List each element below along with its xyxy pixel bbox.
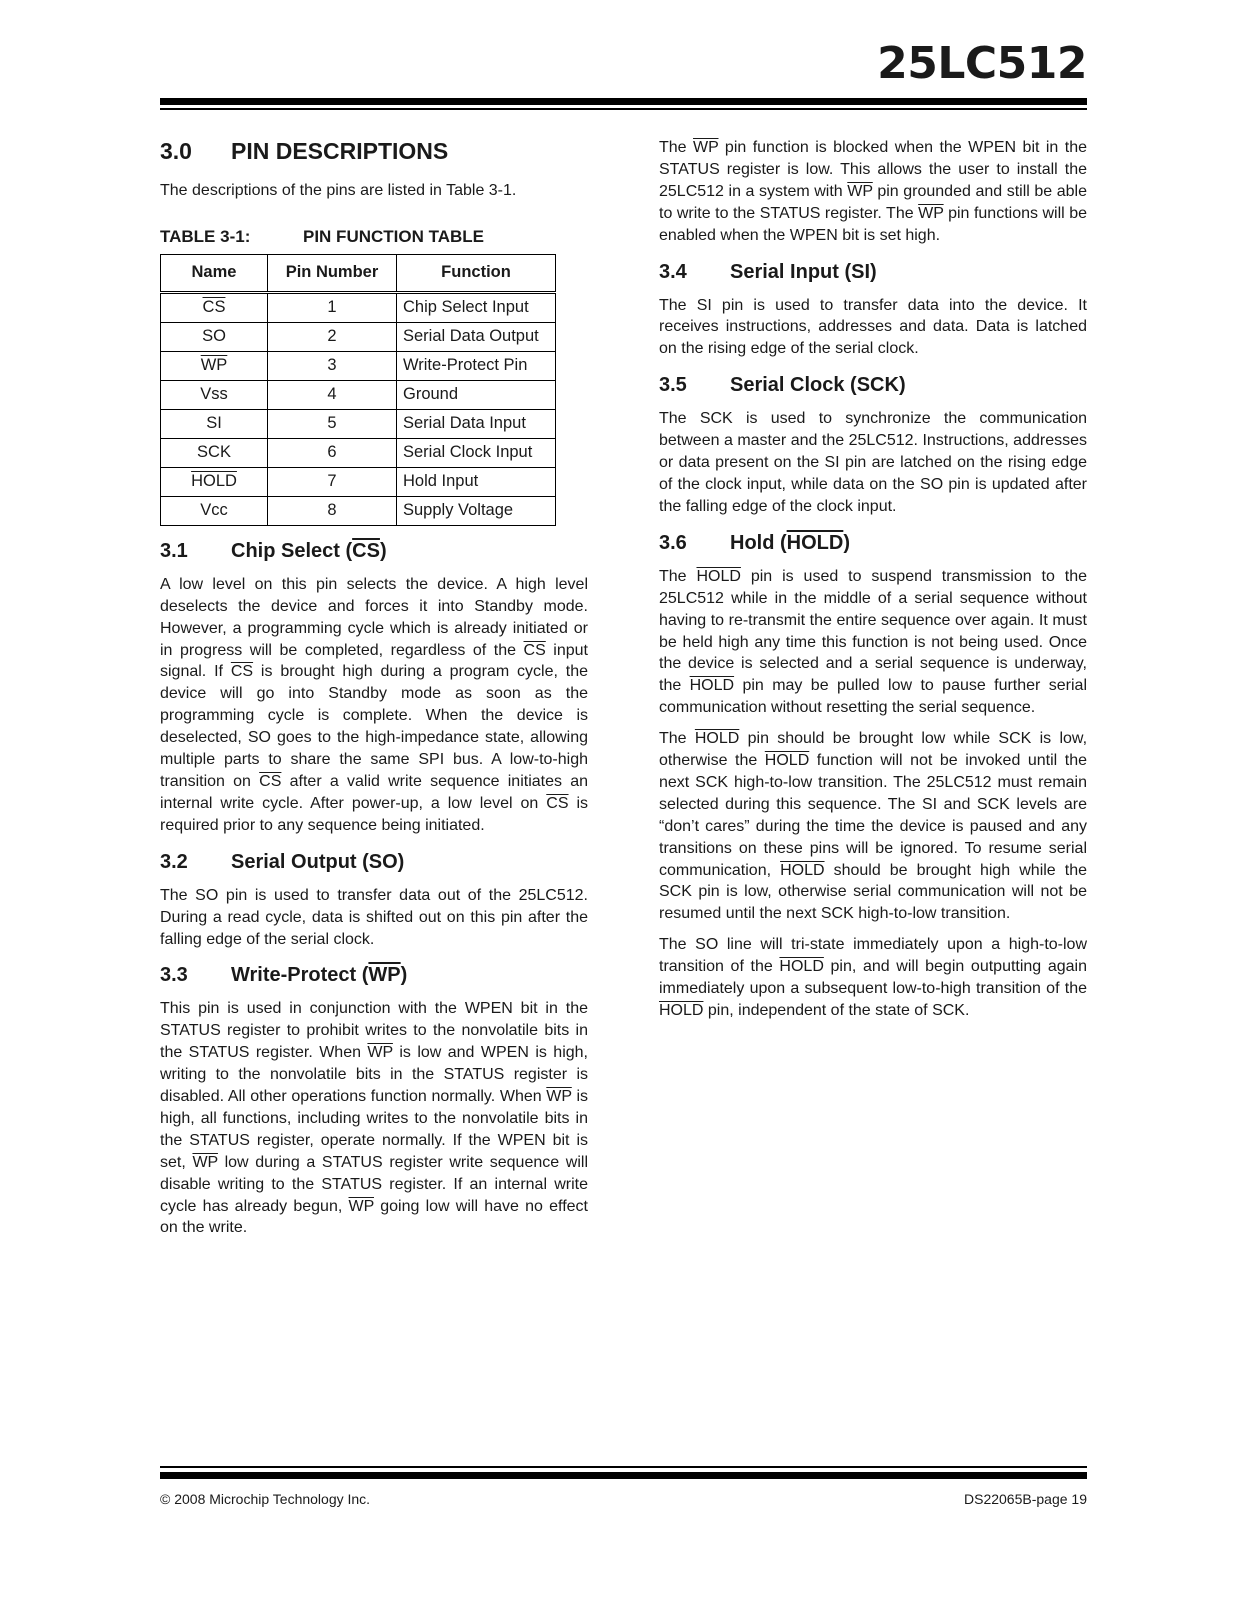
pin-number: 1 [268, 292, 397, 322]
pin-function: Supply Voltage [397, 496, 556, 525]
subsection-number: 3.3 [160, 964, 188, 987]
subsection-number: 3.2 [160, 850, 188, 873]
subsection-heading-3-5 [659, 372, 1087, 398]
pin-name: Vcc [161, 496, 268, 525]
col-header-function: Function [397, 254, 556, 292]
subsection-title-end: ) [843, 531, 850, 554]
header-rule-thick [160, 98, 1087, 105]
subsection-number: 3.5 [659, 374, 687, 397]
table-row [161, 292, 556, 322]
section-heading [160, 136, 588, 166]
table-row [161, 380, 556, 409]
footer-page-number: DS22065B-page 19 [964, 1491, 1087, 1507]
paragraph-3-3: This pin is used in conjunction with the WPEN bit in the STATUS register to prohibit writes to the nonvolatile bits in the STATUS register. When $\overline{WP}$ is low and WPEN is high, writing to the nonvolatile bits in the STATUS register is disabled. All other operations function normally. When $\overline{WP}$ is high, all functions, including writes to the nonvolatile bits in the STATUS register, operate normally. If the WPEN bit is set, $\overline{WP}$ low during a STATUS register write sequence will disable writing to the STATUS register. If an internal write cycle has already begun, $\overline{WP}$ going low will have no effect on the write. [160, 1000, 589, 1237]
pin-number: 4 [268, 380, 397, 409]
pin-name: HOLD [161, 467, 268, 496]
subsection-heading-3-3 [160, 962, 588, 988]
pin-name: SO [161, 322, 268, 351]
pin-function: Serial Data Input [397, 409, 556, 438]
pin-function: Chip Select Input [397, 292, 556, 322]
subsection-heading-3-6 [659, 530, 1087, 556]
table-row [161, 409, 556, 438]
subsection-title-signal: HOLD [786, 531, 844, 554]
pin-number: 8 [268, 496, 397, 525]
footer-rule-thick [160, 1472, 1087, 1479]
paragraph-3-3-continued: The $\overline{WP}$ pin function is blocked when the WPEN bit in the STATUS register is low. This allows the user to install the 25LC512 in a system with $\overline{WP}$ pin grounded and still be able to write to the STATUS register. The $\overline{WP}$ pin functions will be enabled when the WPEN bit is set high. [659, 139, 1088, 244]
pin-function: Ground [397, 380, 556, 409]
table-row [161, 322, 556, 351]
table-row [161, 496, 556, 525]
left-column [160, 128, 588, 1248]
table-caption-title: PIN FUNCTION TABLE [303, 226, 485, 246]
paragraph-3-6-c: The SO line will tri-state immediately upon a high-to-low transition of the HOLD pin, and will begin outputting again immediately upon a subsequent low-to-high transition of the HOLD pin, independent of the state of SCK. [659, 936, 1087, 1019]
table-header-row [161, 254, 556, 292]
subsection-heading-3-2 [160, 849, 588, 875]
table-caption-id: TABLE 3-1: [160, 226, 251, 246]
pin-number: 7 [268, 467, 397, 496]
subsection-title-signal: CS [352, 539, 380, 562]
pin-function: Serial Clock Input [397, 438, 556, 467]
subsection-title-end: ) [379, 539, 387, 562]
subsection-title-signal: WP [368, 964, 401, 987]
col-header-pin: Pin Number [268, 254, 397, 292]
paragraph-3-5: The SCK is used to synchronize the communication between a master and the 25LC512. Instructions, addresses or data present on the SI pin are latched on the rising edge of the clock input, while data on the SO pin is updated after the falling edge of the clock input. [659, 410, 1087, 515]
pin-number: 5 [268, 409, 397, 438]
right-column [659, 137, 1087, 1031]
section-number: 3.0 [160, 138, 192, 164]
subsection-title: Write-Protect ( [231, 964, 369, 987]
subsection-number: 3.1 [160, 539, 188, 562]
pin-function: Write-Protect Pin [397, 351, 556, 380]
paragraph-3-2: The SO pin is used to transfer data out of the 25LC512. During a read cycle, data is shifted out on this pin after the falling edge of the serial clock. [160, 886, 588, 948]
paragraph-3-4: The SI pin is used to transfer data into the device. It receives instructions, addresses and data. Data is latched on the rising edge of the serial clock. [659, 296, 1087, 358]
footer-copyright: © 2008 Microchip Technology Inc. [160, 1491, 371, 1507]
subsection-title-end: ) [400, 964, 408, 987]
table-caption [160, 226, 588, 248]
paragraph-3-1: A low level on this pin selects the device. A high level deselects the device and forces it into Standby mode. However, a programming cycle which is already initiated or in progress will be completed, regardless of the $\overline{CS}$ input signal. If $\overline{CS}$ is brought high during a program cycle, the device will go into Standby mode as soon as the programming cycle is complete. When the device is deselected, SO goes to the high-impedance state, allowing multiple parts to share the same SPI bus. A low-to-high transition on $\overline{CS}$ after a valid write sequence initiates an internal write cycle. After power-up, a low level on $\overline{CS}$ is required prior to any sequence being initiated. [160, 575, 589, 834]
pin-name: SCK [161, 438, 268, 467]
subsection-number: 3.4 [659, 260, 687, 283]
subsection-title: Serial Input (SI) [730, 260, 877, 283]
table-row [161, 438, 556, 467]
pin-function: Serial Data Output [397, 322, 556, 351]
subsection-title: Serial Output (SO) [231, 850, 405, 873]
subsection-heading-3-4 [659, 259, 1087, 285]
subsection-heading-3-1 [160, 538, 588, 564]
subsection-number: 3.6 [659, 531, 687, 554]
paragraph-3-6-a: The HOLD pin is used to suspend transmission to the 25LC512 while in the middle of a serial sequence without having to re-transmit the entire sequence over again. It must be held high any time this function is not being used. Once the device is selected and a serial sequence is underway, the HOLD pin may be pulled low to pause further serial communication without resetting the serial sequence. [659, 567, 1088, 717]
pin-number: 2 [268, 322, 397, 351]
section-title: PIN DESCRIPTIONS [231, 138, 449, 164]
subsection-title: Hold ( [730, 531, 787, 554]
col-header-name: Name [161, 254, 268, 292]
pin-function: Hold Input [397, 467, 556, 496]
pin-name: SI [161, 409, 268, 438]
pin-number: 6 [268, 438, 397, 467]
pin-name: $\overline{WP}$ [161, 351, 268, 380]
pin-function-table [160, 254, 556, 526]
pin-number: 3 [268, 351, 397, 380]
footer-rule-thin [160, 1466, 1087, 1468]
subsection-title: Chip Select ( [231, 539, 353, 562]
pin-name: $\overline{CS}$ [161, 292, 268, 322]
table-row [161, 351, 556, 380]
header-rule-thin [160, 108, 1087, 110]
table-row [161, 467, 556, 496]
section-intro: The descriptions of the pins are listed in Table 3-1. [160, 182, 517, 199]
subsection-title: Serial Clock (SCK) [730, 374, 906, 397]
document-title: 25LC512 [877, 38, 1087, 89]
paragraph-3-6-b: The HOLD pin should be brought low while SCK is low, otherwise the HOLD function will not be invoked until the next SCK high-to-low transition. The 25LC512 must remain selected during this sequence. The SI and SCK levels are “don’t cares” during the time the device is paused and any transitions on these pins will be ignored. To resume serial communication, HOLD should be brought high while the SCK pin is low, otherwise serial communication will not be resumed until the next SCK high-to-low transition. [659, 730, 1088, 923]
pin-name: Vss [161, 380, 268, 409]
